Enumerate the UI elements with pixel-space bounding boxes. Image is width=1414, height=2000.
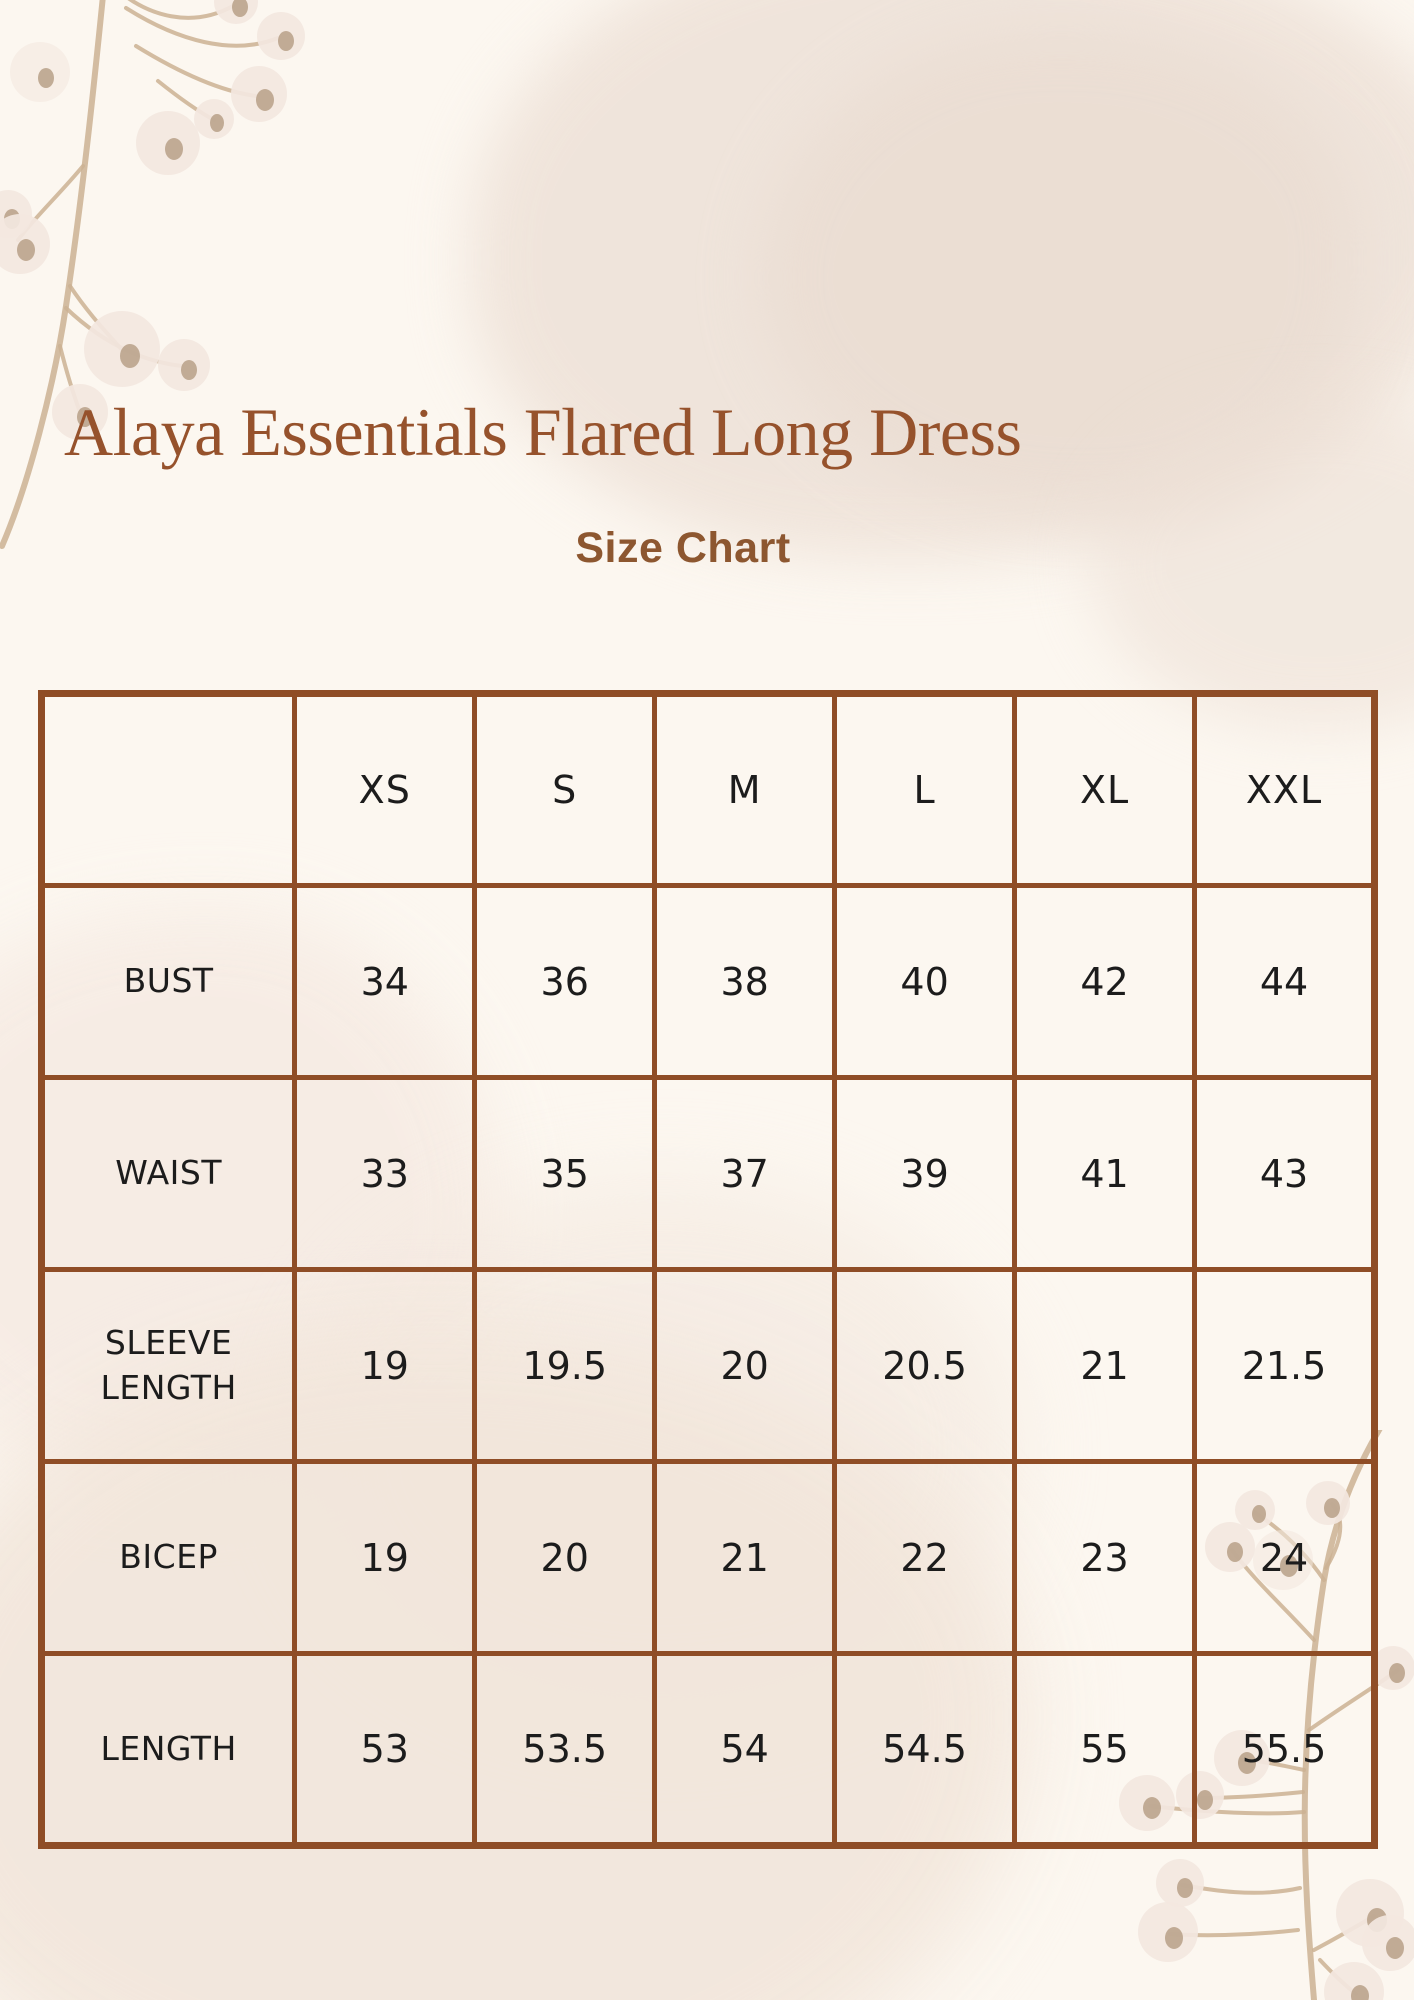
cell-value: 44 bbox=[1195, 886, 1375, 1078]
cell-value: 36 bbox=[475, 886, 655, 1078]
flower-icon bbox=[1138, 1902, 1198, 1962]
cell-value: 23 bbox=[1015, 1462, 1195, 1654]
row-label: BUST bbox=[42, 886, 295, 1078]
size-chart-table bbox=[38, 690, 1378, 1849]
flower-icon bbox=[1324, 1962, 1384, 2000]
page-title: Alaya Essentials Flared Long Dress bbox=[64, 393, 1022, 470]
cell-value: 38 bbox=[655, 886, 835, 1078]
table-row-sleeve-length bbox=[42, 1270, 1375, 1462]
column-header-xs: XS bbox=[295, 694, 475, 886]
cell-value: 55.5 bbox=[1195, 1654, 1375, 1846]
cell-value: 20 bbox=[655, 1270, 835, 1462]
cell-value: 41 bbox=[1015, 1078, 1195, 1270]
flower-icon bbox=[158, 339, 210, 391]
size-chart-heading: Size Chart bbox=[575, 524, 791, 572]
cell-value: 53 bbox=[295, 1654, 475, 1846]
cell-value: 43 bbox=[1195, 1078, 1375, 1270]
cell-value: 22 bbox=[835, 1462, 1015, 1654]
flower-icon bbox=[231, 66, 287, 122]
cell-value: 42 bbox=[1015, 886, 1195, 1078]
column-header-l: L bbox=[835, 694, 1015, 886]
row-label: WAIST bbox=[42, 1078, 295, 1270]
row-label: BICEP bbox=[42, 1462, 295, 1654]
cell-value: 21 bbox=[1015, 1270, 1195, 1462]
cell-value: 55 bbox=[1015, 1654, 1195, 1846]
table-row-bicep bbox=[42, 1462, 1375, 1654]
cell-value: 37 bbox=[655, 1078, 835, 1270]
cell-value: 54 bbox=[655, 1654, 835, 1846]
flower-icon bbox=[84, 311, 160, 387]
row-label: LENGTH bbox=[42, 1654, 295, 1846]
column-header-xl: XL bbox=[1015, 694, 1195, 886]
flower-icon bbox=[0, 214, 50, 274]
cell-value: 54.5 bbox=[835, 1654, 1015, 1846]
cell-value: 19.5 bbox=[475, 1270, 655, 1462]
floral-branch-icon bbox=[0, 0, 358, 556]
flower-icon bbox=[136, 111, 200, 175]
cell-value: 24 bbox=[1195, 1462, 1375, 1654]
cell-value: 33 bbox=[295, 1078, 475, 1270]
cell-value: 19 bbox=[295, 1270, 475, 1462]
flower-icon bbox=[10, 42, 70, 102]
flower-icon bbox=[194, 99, 234, 139]
table-row-waist bbox=[42, 1078, 1375, 1270]
cell-value: 40 bbox=[835, 886, 1015, 1078]
cell-value: 20.5 bbox=[835, 1270, 1015, 1462]
corner-cell bbox=[42, 694, 295, 886]
cell-value: 53.5 bbox=[475, 1654, 655, 1846]
table-row-bust bbox=[42, 886, 1375, 1078]
cell-value: 39 bbox=[835, 1078, 1015, 1270]
row-label: SLEEVE LENGTH bbox=[42, 1270, 295, 1462]
flower-icon bbox=[214, 0, 258, 24]
column-header-xxl: XXL bbox=[1195, 694, 1375, 886]
cell-value: 34 bbox=[295, 886, 475, 1078]
flower-icon bbox=[1156, 1859, 1204, 1907]
column-header-s: S bbox=[475, 694, 655, 886]
table-row-length bbox=[42, 1654, 1375, 1846]
cell-value: 20 bbox=[475, 1462, 655, 1654]
column-header-m: M bbox=[655, 694, 835, 886]
cell-value: 19 bbox=[295, 1462, 475, 1654]
cell-value: 35 bbox=[475, 1078, 655, 1270]
cell-value: 21 bbox=[655, 1462, 835, 1654]
cell-value: 21.5 bbox=[1195, 1270, 1375, 1462]
header-row bbox=[42, 694, 1375, 886]
flower-icon bbox=[257, 12, 305, 60]
